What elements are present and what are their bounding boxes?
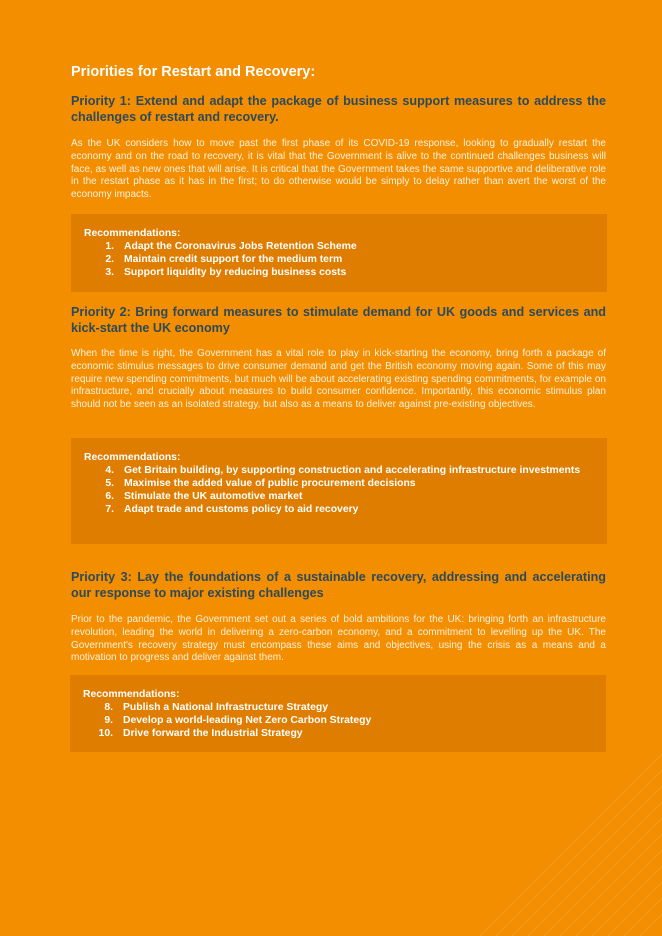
recommendation-number: 6. xyxy=(105,491,114,502)
recommendation-item xyxy=(83,701,593,714)
recommendation-item xyxy=(84,266,594,279)
recommendation-number: 4. xyxy=(105,465,114,476)
priority-2-heading: Priority 2: Bring forward measures to stimulate demand for UK goods and services and kick-start the UK economy xyxy=(71,305,606,335)
recommendations-label: Recommendations: xyxy=(83,689,180,700)
recommendation-number: 8. xyxy=(104,702,113,713)
recommendations-label: Recommendations: xyxy=(84,228,181,239)
recommendation-text: Develop a world-leading Net Zero Carbon Strategy xyxy=(123,715,372,726)
recommendation-number: 2. xyxy=(105,254,114,265)
recommendation-number: 3. xyxy=(105,267,114,278)
recommendation-text: Drive forward the Industrial Strategy xyxy=(123,728,303,739)
recommendation-number: 1. xyxy=(105,241,114,252)
priority-3-body: Prior to the pandemic, the Government set out a series of bold ambitions for the UK: bringing forth an infrastructure revolution, leading the world in delivering a zero-carbon economy, and a commitment to levelling up the UK. The Government's recovery strategy must encompass these aims and objectives, using the crisis as a means and a motivation to progress and deliver against them. xyxy=(71,614,606,664)
recommendation-text: Maximise the added value of public procurement decisions xyxy=(124,478,416,489)
recommendation-text: Adapt trade and customs policy to aid recovery xyxy=(124,504,359,515)
recommendations-list xyxy=(83,701,593,740)
recommendations-label: Recommendations: xyxy=(84,452,181,463)
recommendation-text: Maintain credit support for the medium term xyxy=(124,254,343,265)
recommendation-item xyxy=(83,727,593,740)
page-title: Priorities for Restart and Recovery: xyxy=(71,64,316,80)
recommendation-text: Get Britain building, by supporting construction and accelerating infrastructure investments xyxy=(124,465,581,476)
recommendation-item xyxy=(84,477,594,490)
recommendation-text: Adapt the Coronavirus Jobs Retention Scheme xyxy=(124,241,357,252)
priority-1-heading: Priority 1: Extend and adapt the package of business support measures to address the challenges of restart and recovery. xyxy=(71,94,606,124)
priority-2-recommendations-box xyxy=(71,438,607,544)
priority-1-body: As the UK considers how to move past the first phase of its COVID-19 response, looking to gradually restart the economy and on the road to recovery, it is vital that the Government is alive to the continued challenges business will face, as well as new ones that will arise. It is critical that the Government takes the same supportive and deliberative role in the restart phase as it has in the first; to do otherwise would be simply to delay rather than avert the worst of the economy impacts. xyxy=(71,138,606,201)
priority-2-body: When the time is right, the Government has a vital role to play in kick-starting the economy, bring forth a package of economic stimulus messages to drive consumer demand and get the British economy moving again. Some of this may require new spending commitments, but much will be about accelerating existing spending commitments, for example on infrastructure, and crucially about measures to build consumer confidence. Importantly, this economic stimulus plan should not be seen as an isolated strategy, but also as a means to deliver against pre-existing objectives. xyxy=(71,348,606,411)
recommendation-item xyxy=(84,490,594,503)
recommendation-text: Publish a National Infrastructure Strategy xyxy=(123,702,328,713)
recommendation-item xyxy=(84,253,594,266)
recommendation-text: Stimulate the UK automotive market xyxy=(124,491,303,502)
recommendations-list xyxy=(84,240,594,279)
recommendation-text: Support liquidity by reducing business costs xyxy=(124,267,347,278)
recommendation-item xyxy=(84,503,594,516)
recommendation-item xyxy=(84,464,594,477)
priority-1-recommendations-box xyxy=(71,214,607,292)
priority-3-heading: Priority 3: Lay the foundations of a sustainable recovery, addressing and accelerating our response to major existing challenges xyxy=(71,570,606,600)
recommendation-number: 5. xyxy=(105,478,114,489)
priority-3-recommendations-box xyxy=(70,675,606,752)
recommendation-number: 10. xyxy=(98,728,113,739)
recommendation-number: 9. xyxy=(104,715,113,726)
recommendation-item xyxy=(83,714,593,727)
recommendations-list xyxy=(84,464,594,516)
recommendation-number: 7. xyxy=(105,504,114,515)
recommendation-item xyxy=(84,240,594,253)
